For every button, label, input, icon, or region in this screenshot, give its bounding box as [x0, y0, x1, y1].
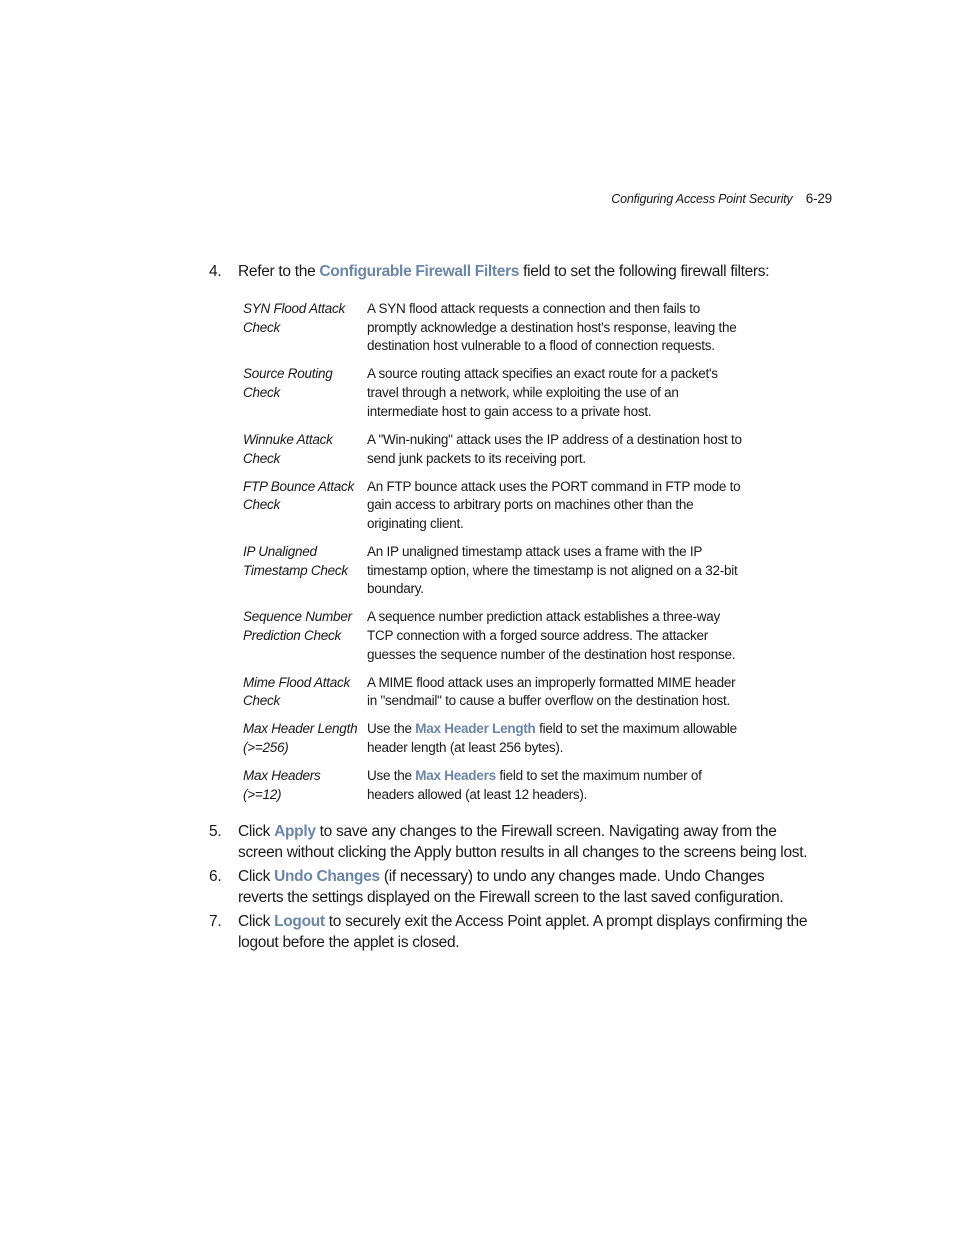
- filter-name-line1: IP Unaligned: [243, 543, 317, 559]
- filter-name-line1: SYN Flood Attack: [243, 301, 346, 316]
- step-text-before: Click: [238, 868, 275, 885]
- step-number: 5.: [209, 823, 222, 840]
- filter-name-line2: Check: [243, 319, 281, 335]
- filter-name: [243, 720, 367, 757]
- step-text-after: field to set the following firewall filters:: [519, 263, 770, 280]
- filter-description: [367, 608, 747, 664]
- filter-row-ip-unaligned: [243, 543, 753, 599]
- desc-text: A SYN flood attack requests a connection and then fails to promptly acknowledge a destination host's response, leaving the destination host vulnerable to a flood of connection requests.: [367, 301, 737, 354]
- step-text: [238, 911, 809, 953]
- desc-text: A sequence number prediction attack establishes a three-way TCP connection with a forged source address. The attacker guesses the sequence number of the destination host response.: [367, 609, 736, 662]
- filter-name-line1: Max Header Length: [243, 721, 358, 737]
- filter-name-line2: Check: [243, 497, 281, 513]
- step-text: [238, 821, 809, 863]
- step-text-before: Click: [238, 913, 275, 930]
- max-headers-keyword: Max Headers: [415, 768, 496, 784]
- filter-row-winnuke: [243, 431, 753, 468]
- step-text-before: Refer to the: [238, 263, 320, 280]
- desc-text-after: field to set the maximum allowable header length (at least 256 bytes).: [367, 721, 737, 756]
- logout-keyword: Logout: [274, 913, 325, 930]
- filter-name-line1: Mime Flood Attack: [243, 674, 351, 690]
- filter-name: [243, 431, 367, 468]
- step-text: [238, 261, 809, 282]
- filter-row-sequence-number: [243, 608, 753, 664]
- filter-name: [243, 608, 367, 664]
- filter-row-ftp-bounce: [243, 478, 753, 534]
- apply-keyword: Apply: [274, 823, 316, 840]
- filter-name-line1: Sequence Number: [243, 609, 352, 625]
- step-text: [238, 866, 809, 908]
- step-number: 6.: [209, 868, 222, 885]
- filter-definition-list: [243, 300, 753, 814]
- filter-description: [367, 478, 747, 534]
- filter-description: [367, 767, 747, 804]
- desc-text-before: Use the: [367, 721, 416, 737]
- step-5: [209, 821, 809, 863]
- filter-description: [367, 300, 747, 356]
- filter-name-line1: Winnuke Attack: [243, 431, 333, 447]
- filter-description: [367, 365, 747, 421]
- desc-text: An FTP bounce attack uses the PORT command in FTP mode to gain access to arbitrary ports on machines other than the originating client.: [367, 478, 741, 531]
- step-text-after: to save any changes to the Firewall screen. Navigating away from the screen without clicking the Apply button results in all changes to the screens being lost.: [238, 823, 808, 861]
- step-text-before: Click: [238, 823, 275, 840]
- step-number: 7.: [209, 913, 222, 930]
- filter-description: [367, 543, 747, 599]
- filter-name: [243, 767, 367, 804]
- filter-name-line2: Check: [243, 385, 281, 401]
- desc-text: An IP unaligned timestamp attack uses a frame with the IP timestamp option, where the timestamp is not aligned on a 32-bit boundary.: [367, 543, 738, 597]
- max-header-length-keyword: Max Header Length: [415, 721, 536, 737]
- filter-name-line2: Prediction Check: [243, 628, 342, 644]
- configurable-firewall-filters-keyword: Configurable Firewall Filters: [319, 263, 520, 280]
- filter-description: [367, 674, 747, 711]
- page-header: [611, 191, 832, 206]
- step-7: [209, 911, 809, 953]
- filter-name-line1: Source Routing: [243, 366, 333, 382]
- desc-text: A source routing attack specifies an exact route for a packet's travel through a network, while exploiting the use of an intermediate host to gain access to a private host.: [367, 366, 718, 419]
- filter-name: [243, 300, 367, 356]
- filter-name: [243, 674, 367, 711]
- page-number: 6-29: [805, 191, 832, 206]
- section-title: Configuring Access Point Security: [611, 192, 793, 206]
- desc-text-after: field to set the maximum number of headers allowed (at least 12 headers).: [367, 768, 702, 802]
- step-number: 4.: [209, 263, 222, 280]
- desc-text-before: Use the: [367, 768, 416, 784]
- filter-description: [367, 431, 747, 468]
- filter-row-source-routing: [243, 365, 753, 421]
- step-4: [209, 261, 809, 282]
- filter-name-line2: (>=12): [243, 786, 282, 802]
- undo-changes-keyword: Undo Changes: [274, 868, 380, 885]
- step-6: [209, 866, 809, 908]
- desc-text: A "Win-nuking" attack uses the IP address of a destination host to send junk packets to its receiving port.: [367, 431, 742, 466]
- filter-name-line2: (>=256): [243, 740, 289, 756]
- filter-row-max-header-length: [243, 720, 753, 757]
- step-text-after: to securely exit the Access Point applet. A prompt displays confirming the logout before the applet is closed.: [238, 913, 808, 951]
- filter-row-max-headers: [243, 767, 753, 804]
- filter-name-line2: Timestamp Check: [243, 562, 348, 578]
- filter-name-line1: Max Headers: [243, 768, 321, 784]
- filter-row-syn-flood: [243, 300, 753, 356]
- filter-row-mime-flood: [243, 674, 753, 711]
- filter-name-line2: Check: [243, 450, 281, 466]
- filter-name-line2: Check: [243, 693, 281, 709]
- filter-name: [243, 478, 367, 534]
- filter-name: [243, 543, 367, 599]
- desc-text: A MIME flood attack uses an improperly formatted MIME header in "sendmail" to cause a buffer overflow on the destination host.: [367, 674, 736, 709]
- filter-name: [243, 365, 367, 421]
- step-text-after: (if necessary) to undo any changes made. Undo Changes reverts the settings displayed on the Firewall screen to the last saved configuration.: [238, 868, 784, 906]
- filter-description: [367, 720, 747, 757]
- filter-name-line1: FTP Bounce Attack: [243, 478, 355, 494]
